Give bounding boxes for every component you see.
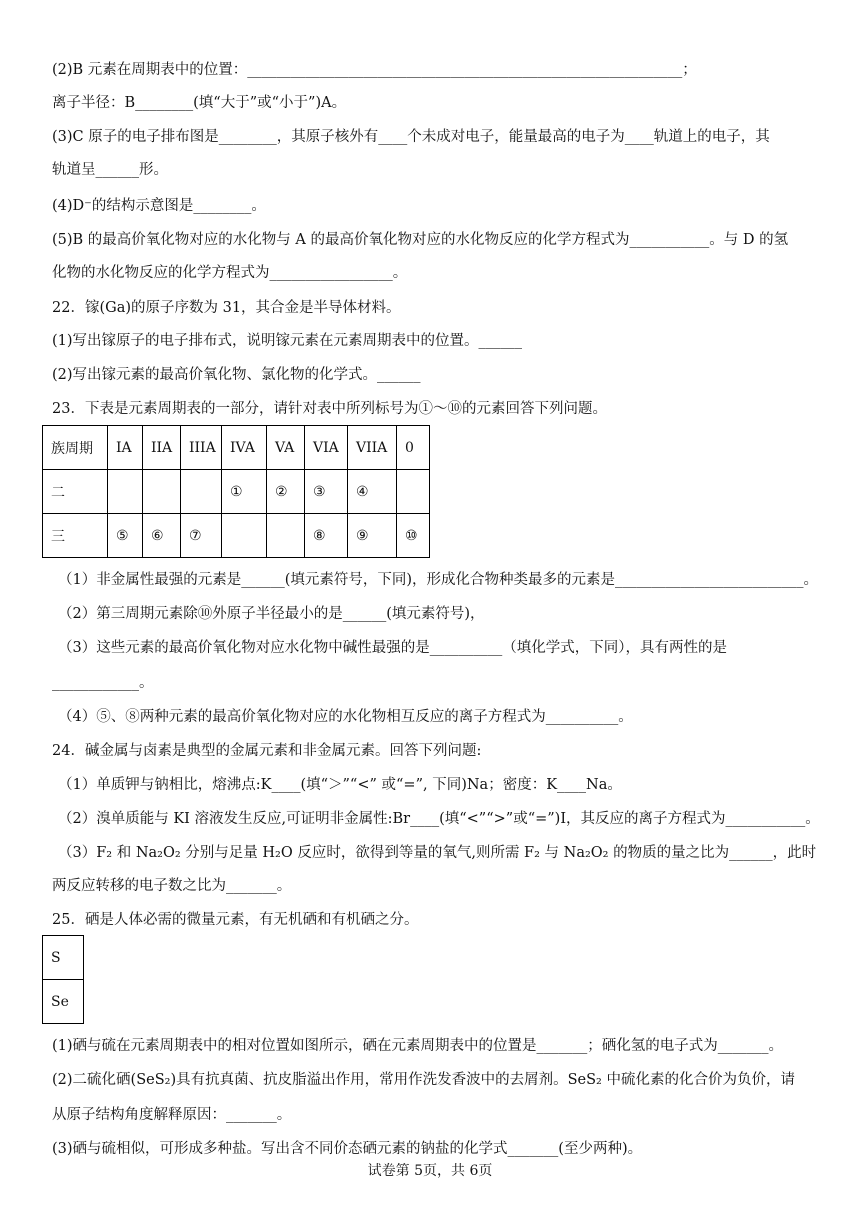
table-cell: IIIA	[181, 426, 222, 470]
text-line: (3)C 原子的电子排布图是________，其原子核外有____个未成对电子，能量最高的电子为____轨道上的电子，其	[52, 129, 770, 145]
text-line: (5)B 的最高价氧化物对应的水化物与 A 的最高价氧化物对应的水化物反应的化学方程式为___________。与 D 的氢	[52, 232, 789, 248]
text-line: （2）溴单质能与 KI 溶液发生反应,可证明非金属性:Br____(填“<”“>”或“=”)I，其反应的离子方程式为___________。	[58, 811, 820, 827]
table-cell: ⑧	[305, 514, 348, 558]
table-cell: ⑩	[397, 514, 430, 558]
text-line: （3）这些元素的最高价氧化物对应水化物中碱性最强的是__________（填化学式，下同），具有两性的是	[58, 640, 727, 656]
table-cell: 二	[43, 470, 108, 514]
s-se-position-table	[42, 935, 84, 1024]
table-row	[43, 470, 430, 514]
table-cell: IIA	[143, 426, 181, 470]
text-line: (1)硒与硫在元素周期表中的相对位置如图所示，硒在元素周期表中的位置是_______；硒化氢的电子式为_______。	[52, 1038, 784, 1054]
text-line: （1）单质钾与钠相比，熔沸点:K____(填“＞”“<” 或“=”, 下同)Na；密度：K____Na。	[58, 777, 622, 793]
table-cell: ③	[305, 470, 348, 514]
table-cell: ①	[222, 470, 267, 514]
table-cell	[397, 470, 430, 514]
text-line: （3）F₂ 和 Na₂O₂ 分别与足量 H₂O 反应时，欲得到等量的氧气,则所需 F₂ 与 Na₂O₂ 的物质的量之比为______，此时	[58, 845, 817, 861]
text-line: 轨道呈______形。	[52, 162, 168, 178]
table-cell: 族周期	[43, 426, 108, 470]
table-cell: ⑨	[348, 514, 397, 558]
question-23-stem: 23．下表是元素周期表的一部分，请针对表中所列标号为①～⑩的元素回答下列问题。	[52, 401, 607, 417]
table-cell	[222, 514, 267, 558]
table-cell: VIIA	[348, 426, 397, 470]
text-line: (4)D⁻的结构示意图是________。	[52, 198, 266, 214]
text-line: （2）第三周期元素除⑩外原子半径最小的是______(填元素符号)，	[58, 606, 485, 622]
text-line: ____________。	[52, 675, 154, 691]
page-footer: 试卷第 5页，共 6页	[367, 1163, 493, 1179]
periodic-table-excerpt	[42, 425, 430, 558]
question-24-stem: 24．碱金属与卤素是典型的金属元素和非金属元素。回答下列问题:	[52, 743, 482, 759]
text-line: 化物的水化物反应的化学方程式为_________________。	[52, 265, 408, 281]
table-cell	[181, 470, 222, 514]
table-row	[43, 936, 84, 980]
text-line: (2)写出镓元素的最高价氧化物、氯化物的化学式。______	[52, 367, 421, 383]
table-cell: S	[43, 936, 84, 980]
table-cell: VA	[267, 426, 305, 470]
text-line: （1）非金属性最强的元素是______(填元素符号，下同)，形成化合物种类最多的元素是__________________________。	[58, 572, 819, 588]
text-line: （4）⑤、⑧两种元素的最高价氧化物对应的水化物相互反应的离子方程式为__________。	[58, 709, 633, 725]
text-line: (3)硒与硫相似，可形成多种盐。写出含不同价态硒元素的钠盐的化学式_______(至少两种)。	[52, 1141, 643, 1157]
table-cell: 0	[397, 426, 430, 470]
table-cell: ⑤	[108, 514, 143, 558]
table-cell	[267, 514, 305, 558]
table-cell: IVA	[222, 426, 267, 470]
question-22-stem: 22．镓(Ga)的原子序数为 31，其合金是半导体材料。	[52, 300, 401, 316]
table-cell: 三	[43, 514, 108, 558]
table-cell: ②	[267, 470, 305, 514]
table-cell	[143, 470, 181, 514]
text-line: (2)B 元素在周期表中的位置：____________________________________________________________；	[52, 62, 697, 78]
table-cell: VIA	[305, 426, 348, 470]
text-line: 从原子结构角度解释原因：_______。	[52, 1107, 292, 1123]
table-cell: ④	[348, 470, 397, 514]
table-cell: IA	[108, 426, 143, 470]
table-row	[43, 980, 84, 1024]
question-25-stem: 25．硒是人体必需的微量元素，有无机硒和有机硒之分。	[52, 912, 419, 928]
table-cell	[108, 470, 143, 514]
table-cell: ⑦	[181, 514, 222, 558]
text-line: 离子半径：B________(填“大于”或“小于”)A。	[52, 95, 347, 111]
table-row	[43, 514, 430, 558]
text-line: (2)二硫化硒(SeS₂)具有抗真菌、抗皮脂溢出作用，常用作洗发香波中的去屑剂。SeS₂ 中硫化素的化合价为负价，请	[52, 1072, 795, 1088]
text-line: 两反应转移的电子数之比为_______。	[52, 878, 292, 894]
table-cell: ⑥	[143, 514, 181, 558]
table-cell: Se	[43, 980, 84, 1024]
text-line: (1)写出镓原子的电子排布式，说明镓元素在元素周期表中的位置。______	[52, 333, 523, 349]
table-row	[43, 426, 430, 470]
